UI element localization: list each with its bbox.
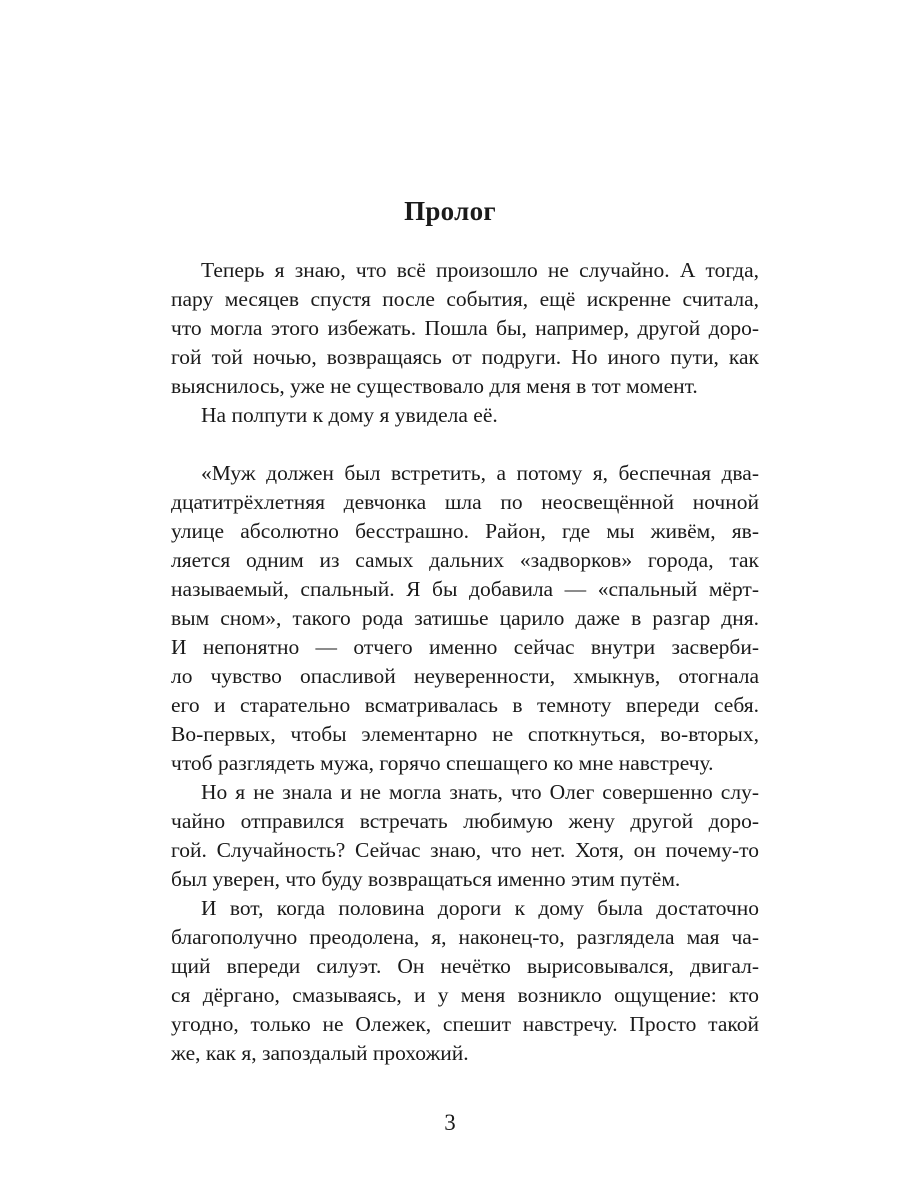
paragraph — [141, 459, 759, 778]
text-line: И непонятно — отчего именно сейчас внутри засверби- — [171, 635, 759, 659]
text-block-story — [141, 459, 759, 1068]
chapter-title: Пролог — [404, 196, 496, 226]
text-line: И вот, когда половина дороги к дому была достаточно — [201, 896, 759, 920]
paragraph — [141, 778, 759, 894]
text-line: ся дёргано, смазываясь, и у меня возникло ощущение: кто — [171, 983, 759, 1007]
text-line: ло чувство опасливой неуверенности, хмыкнув, отогнала — [171, 664, 759, 688]
text-line: называемый, спальный. Я бы добавила — «спальный мёрт- — [171, 577, 759, 601]
text-line: гой той ночью, возвращаясь от подруги. Но иного пути, как — [171, 345, 759, 369]
text-line: Теперь я знаю, что всё произошло не случайно. А тогда, — [201, 258, 759, 282]
text-line: угодно, только не Олежек, спешит навстречу. Просто такой — [171, 1012, 759, 1036]
text-line: «Муж должен был встретить, а потому я, беспечная два- — [201, 461, 759, 485]
text-line: вым сном», такого рода затишье царило даже в разгар дня. — [171, 606, 759, 630]
text-line: благополучно преодолена, я, наконец-то, разглядела мая ча- — [171, 925, 759, 949]
text-line: ляется одним из самых дальних «задворков» города, так — [171, 548, 759, 572]
paragraph — [141, 256, 759, 401]
text-line: выяснилось, уже не существовало для меня в тот момент. — [171, 374, 698, 398]
paragraph — [141, 894, 759, 1068]
text-line: На полпути к дому я увидела её. — [201, 403, 498, 427]
text-line: что могла этого избежать. Пошла бы, например, другой доро- — [171, 316, 759, 340]
text-line: его и старательно всматривалась в темноту впереди себя. — [171, 693, 759, 717]
text-line: пару месяцев спустя после события, ещё искренне считала, — [171, 287, 759, 311]
text-line: Но я не знала и не могла знать, что Олег совершенно слу- — [201, 780, 759, 804]
text-line: Во-первых, чтобы элементарно не споткнуться, во-вторых, — [171, 722, 759, 746]
text-line: чтоб разглядеть мужа, горячо спешащего ко мне навстречу. — [171, 751, 714, 775]
text-line: же, как я, запоздалый прохожий. — [171, 1041, 469, 1065]
text-block-intro — [141, 256, 759, 430]
text-line: дцатитрёхлетняя девчонка шла по неосвещённой ночной — [171, 490, 759, 514]
text-line: гой. Случайность? Сейчас знаю, что нет. Хотя, он почему-то — [171, 838, 759, 862]
text-line: улице абсолютно бесстрашно. Район, где мы живём, яв- — [171, 519, 759, 543]
page-number: 3 — [444, 1110, 456, 1135]
text-line: чайно отправился встречать любимую жену другой доро- — [171, 809, 759, 833]
paragraph — [141, 401, 759, 430]
text-line: был уверен, что буду возвращаться именно этим путём. — [171, 867, 681, 891]
text-line: щий впереди силуэт. Он нечётко вырисовывался, двигал- — [171, 954, 759, 978]
